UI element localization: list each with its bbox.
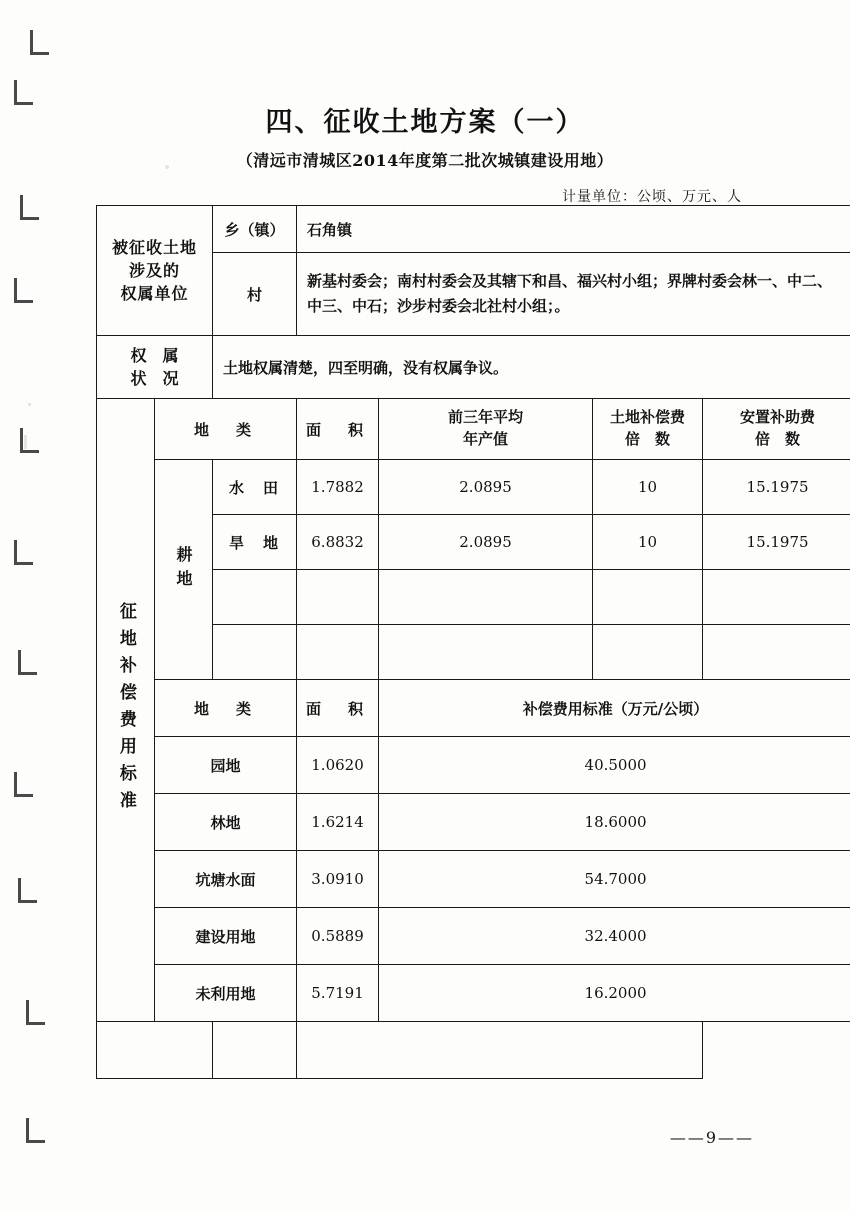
table-row [97,680,850,737]
table-row [97,336,850,399]
table2-cell-area: 1.0620 [297,737,379,794]
village-label: 村 [213,253,297,336]
table2-cell-area [213,1022,297,1079]
table1-header-resettle-multiple-line2: 倍 数 [755,430,801,448]
scan-speckle [28,403,31,406]
table2-header-land-type: 地 类 [155,680,297,737]
township-value: 石角镇 [297,206,850,253]
table2-cell-type: 坑塘水面 [155,851,297,908]
table1-cell-yield [379,625,593,680]
table1-cell-area: 6.8832 [297,515,379,570]
township-label: 乡（镇） [213,206,297,253]
table2-cell-type: 未利用地 [155,965,297,1022]
farmland-label-text: 耕地 [174,545,193,594]
table2-cell-type: 林地 [155,794,297,851]
table1-cell-yield: 2.0895 [379,515,593,570]
table2-cell-area: 5.7191 [297,965,379,1022]
table-row [97,908,850,965]
table1-header-land-multiple-line2: 倍 数 [625,430,671,448]
village-value: 新基村委会；南村村委会及其辖下和昌、福兴村小组；界牌村委会林一、中二、中三、中石；沙步村委会北社村小组；。 [297,253,850,336]
table1-header-yield-line2: 年产值 [463,430,509,448]
ownership-status-label-line2: 状 况 [130,369,179,388]
table2-cell-type: 建设用地 [155,908,297,965]
table-row [97,460,850,515]
table-row [97,965,850,1022]
table-row [97,851,850,908]
page-number: ——9—— [669,1128,754,1147]
table2-cell-type [97,1022,213,1079]
table1-cell-land-multiple: 10 [593,515,703,570]
table-row [97,737,850,794]
table-row [97,794,850,851]
ownership-status-label [97,336,213,399]
binding-mark [20,428,39,453]
ownership-status-value: 土地权属清楚，四至明确，没有权属争议。 [213,336,850,399]
table2-cell-area: 0.5889 [297,908,379,965]
table1-cell-resettle-multiple [703,570,850,625]
table1-header-resettle-multiple [703,399,850,460]
table2-cell-standard: 54.7000 [379,851,850,908]
ownership-row-label-line2: 涉及的 [129,260,181,280]
table2-header-standard: 补偿费用标准（万元/公顷） [379,680,850,737]
ownership-row-label-line3: 权属单位 [120,284,189,304]
table1-cell-area [297,625,379,680]
page-title: 四、征收土地方案（一） [265,107,585,138]
ownership-row-label [97,206,213,336]
binding-mark [14,278,33,303]
table1-cell-resettle-multiple: 15.1975 [703,515,850,570]
table1-cell-land-multiple [593,625,703,680]
table1-cell-resettle-multiple: 15.1975 [703,460,850,515]
table1-cell-type: 旱 地 [213,515,297,570]
table1-cell-land-multiple: 10 [593,460,703,515]
ownership-status-label-line1: 权 属 [130,345,179,365]
table1-header-land-type: 地 类 [155,399,297,460]
table1-cell-area: 1.7882 [297,460,379,515]
binding-mark [26,1118,45,1143]
scan-speckle [24,435,27,449]
table2-cell-standard: 18.6000 [379,794,850,851]
table2-cell-standard [297,1022,703,1079]
binding-mark [26,1000,45,1025]
table1-cell-type: 水 田 [213,460,297,515]
table1-cell-resettle-multiple [703,625,850,680]
table1-header-land-multiple-line1: 土地补偿费 [610,408,686,427]
binding-mark [18,650,37,675]
table2-cell-type: 园地 [155,737,297,794]
farmland-label [155,460,213,680]
table-row [97,399,850,460]
table2-cell-area: 3.0910 [297,851,379,908]
table1-cell-type [213,570,297,625]
compensation-side-label-text: 征地补偿费用标准 [115,602,136,818]
table1-header-resettle-multiple-line1: 安置补助费 [740,408,816,427]
ownership-row-label-line1: 被征收土地 [112,237,198,257]
land-requisition-table [96,205,850,1079]
table2-header-area: 面 积 [297,680,379,737]
table1-cell-land-multiple [593,570,703,625]
table1-cell-yield: 2.0895 [379,460,593,515]
table-row [97,206,850,253]
unit-note: 计量单位：公顷、万元、人 [562,189,742,205]
binding-mark [18,878,37,903]
table1-header-yield-line1: 前三年平均 [448,408,524,427]
table1-header-yield [379,399,593,460]
table2-cell-area: 1.6214 [297,794,379,851]
binding-mark [30,30,49,55]
binding-mark [14,540,33,565]
table2-cell-standard: 16.2000 [379,965,850,1022]
table1-cell-yield [379,570,593,625]
table1-cell-type [213,625,297,680]
page-subtitle: （清远市清城区2014年度第二批次城镇建设用地） [236,151,614,170]
table2-cell-standard: 40.5000 [379,737,850,794]
table2-cell-standard: 32.4000 [379,908,850,965]
binding-mark [14,772,33,797]
table1-cell-area [297,570,379,625]
compensation-side-label [97,399,155,1022]
table1-header-area: 面 积 [297,399,379,460]
binding-mark [20,195,39,220]
table1-header-land-multiple [593,399,703,460]
table-row [97,1022,850,1079]
